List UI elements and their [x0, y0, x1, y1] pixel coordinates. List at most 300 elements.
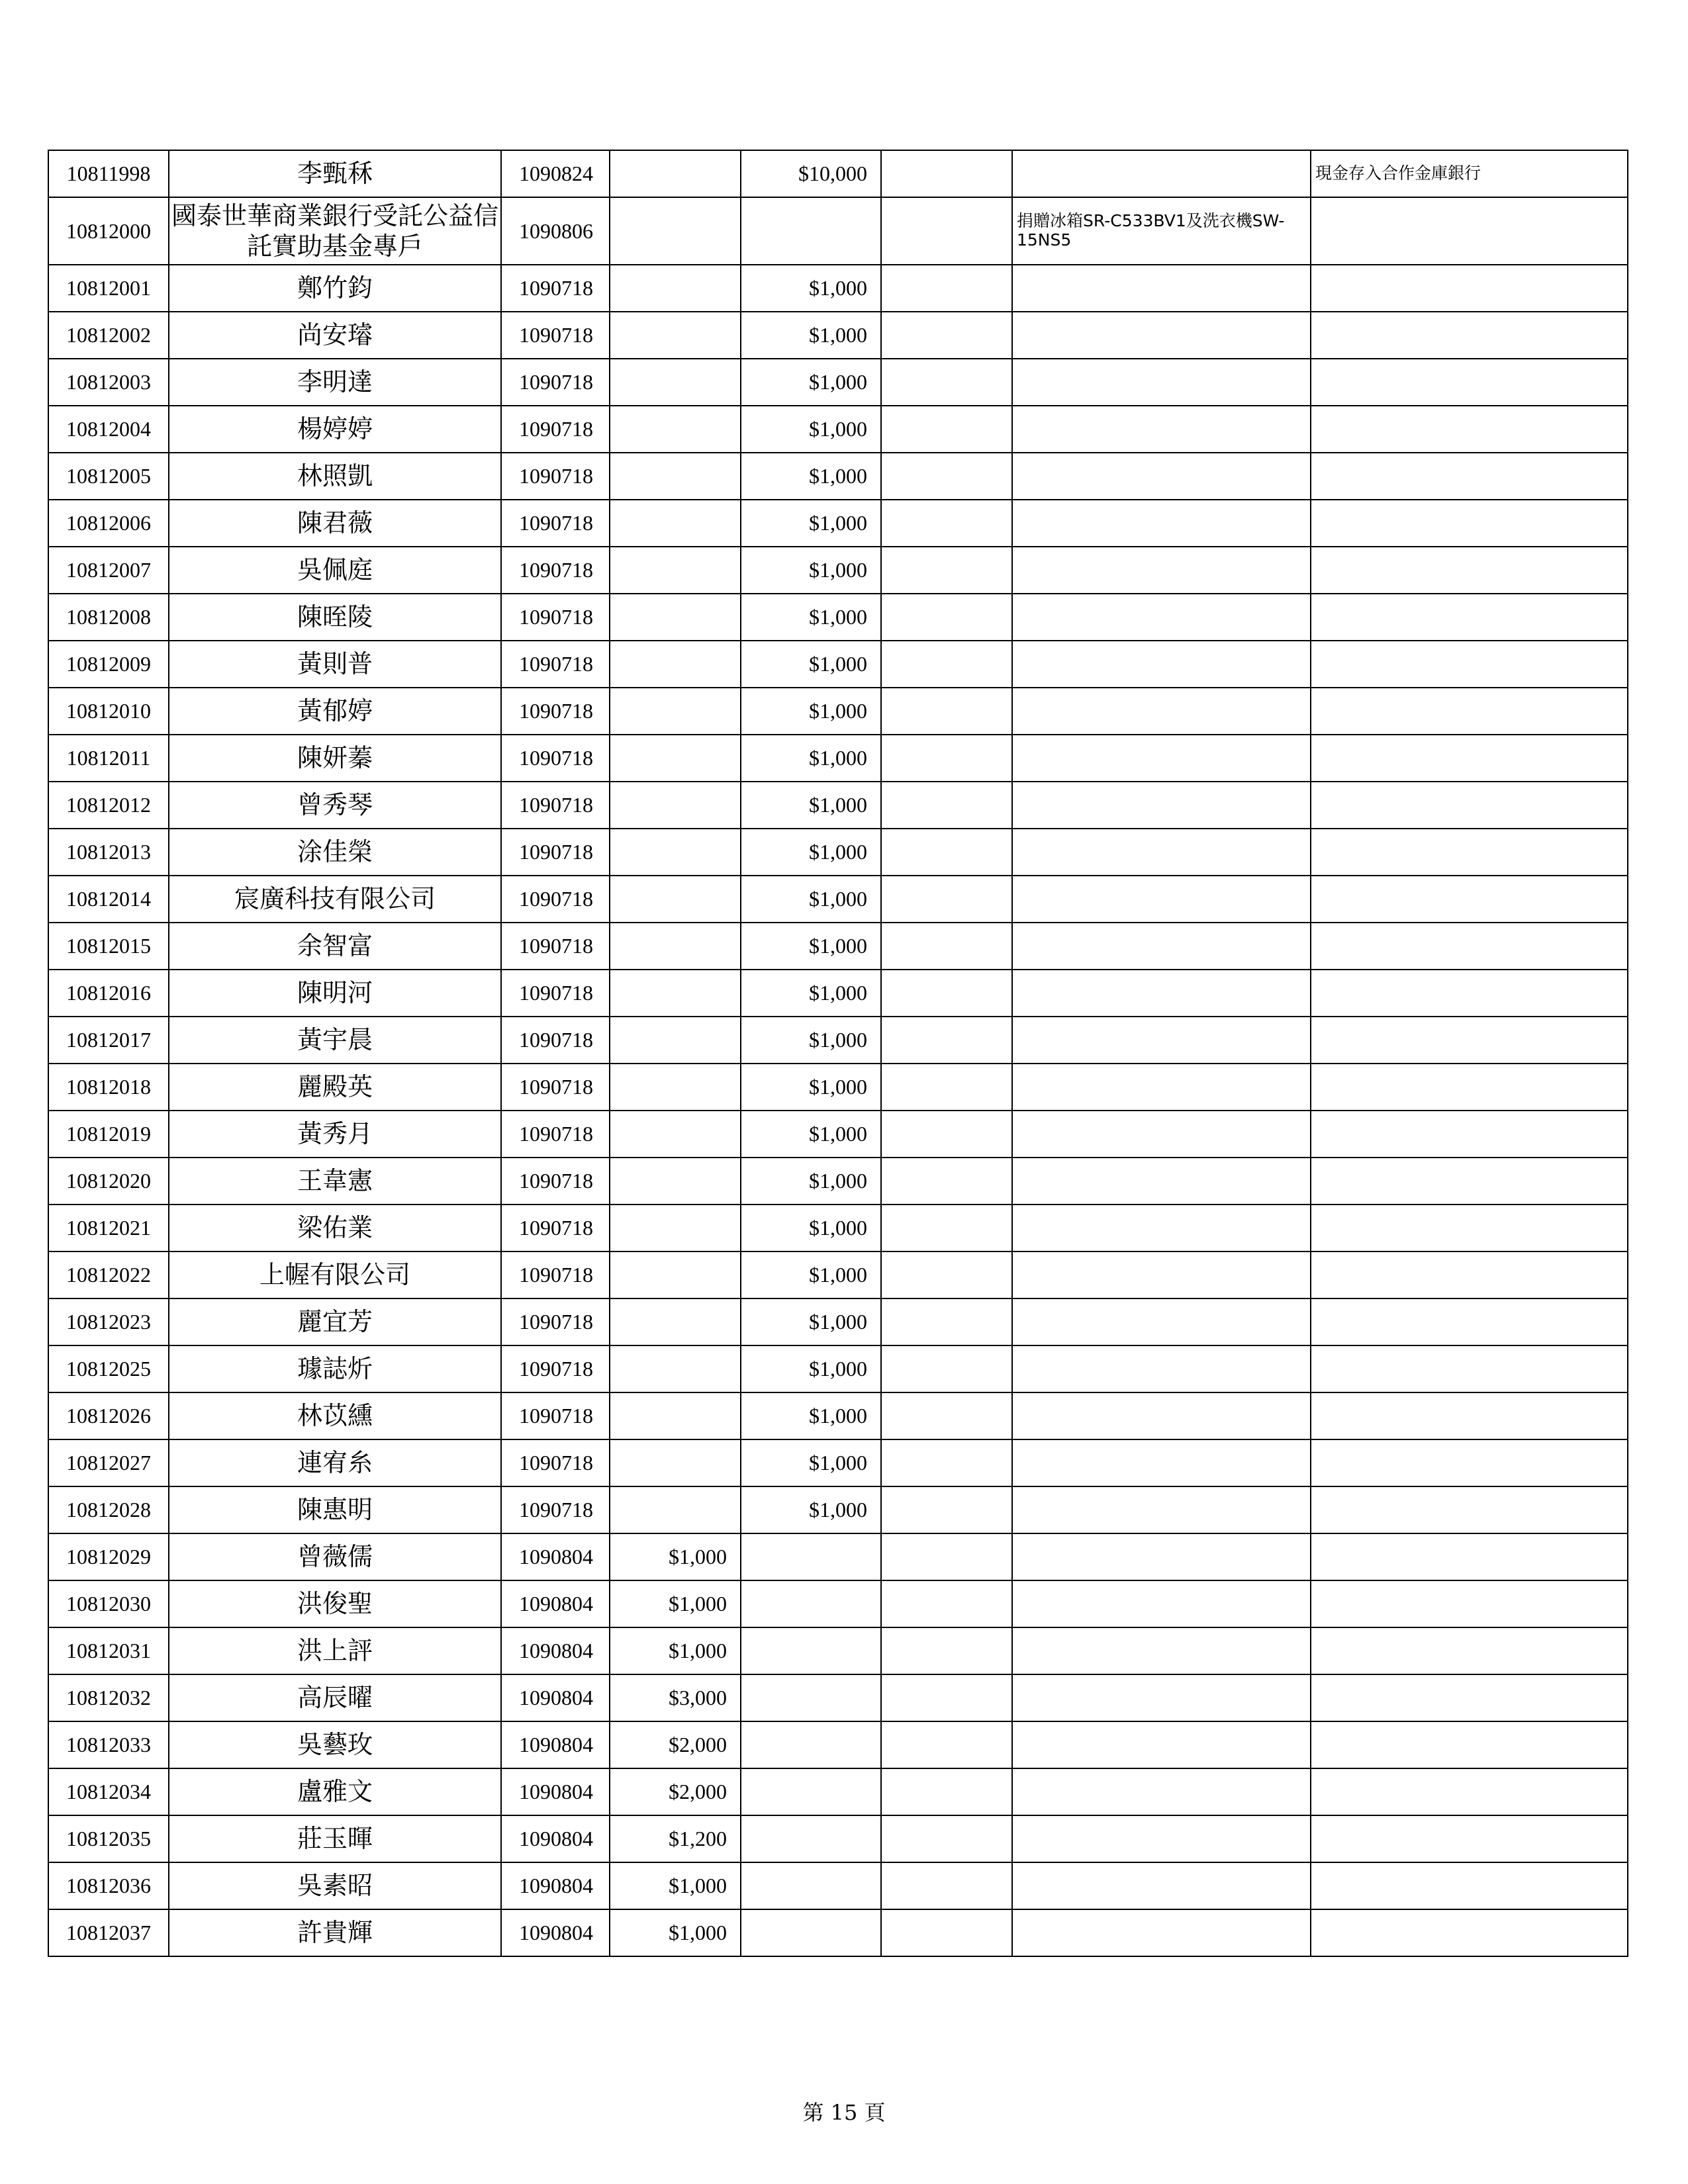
- amount-cell-1: [610, 1298, 741, 1345]
- donor-id-cell: 10812006: [48, 500, 169, 547]
- donation-table: [48, 150, 1628, 1957]
- amount-cell-1: [610, 876, 741, 923]
- donor-name-cell: 余智富: [169, 923, 501, 970]
- donor-name-cell: 宸廣科技有限公司: [169, 876, 501, 923]
- blank-cell: [881, 359, 1012, 406]
- amount-cell-1: $3,000: [610, 1674, 741, 1721]
- memo-cell: [1311, 829, 1628, 876]
- donor-name-cell: 黃秀月: [169, 1111, 501, 1158]
- amount-cell-2: $1,000: [741, 1298, 881, 1345]
- date-cell: 1090718: [501, 1251, 610, 1298]
- table-row: [48, 1205, 1628, 1251]
- amount-cell-2: $1,000: [741, 1205, 881, 1251]
- amount-cell-1: [610, 500, 741, 547]
- in-kind-note-cell: 捐贈冰箱SR-C533BV1及洗衣機SW-15NS5: [1012, 197, 1311, 265]
- table-row: [48, 1251, 1628, 1298]
- amount-cell-1: [610, 197, 741, 265]
- donor-id-cell: 10812027: [48, 1439, 169, 1486]
- donor-id-cell: 10812005: [48, 453, 169, 500]
- donor-name-cell: 李甄秝: [169, 150, 501, 197]
- date-cell: 1090804: [501, 1815, 610, 1862]
- amount-cell-1: [610, 1017, 741, 1064]
- date-cell: 1090718: [501, 829, 610, 876]
- in-kind-note-cell: [1012, 1627, 1311, 1674]
- memo-cell: [1311, 1862, 1628, 1909]
- amount-cell-2: $1,000: [741, 359, 881, 406]
- amount-cell-1: [610, 641, 741, 688]
- table-row: [48, 1017, 1628, 1064]
- donor-id-cell: 10812016: [48, 970, 169, 1017]
- in-kind-note-cell: [1012, 1721, 1311, 1768]
- donor-id-cell: 10812009: [48, 641, 169, 688]
- table-row: [48, 1392, 1628, 1439]
- page-number: 第 15 頁: [802, 2100, 886, 2125]
- table-row: [48, 1533, 1628, 1580]
- table-row: [48, 1674, 1628, 1721]
- amount-cell-1: [610, 1064, 741, 1111]
- amount-cell-2: [741, 1533, 881, 1580]
- amount-cell-2: $1,000: [741, 406, 881, 453]
- blank-cell: [881, 641, 1012, 688]
- memo-cell: [1311, 197, 1628, 265]
- amount-cell-2: $1,000: [741, 1064, 881, 1111]
- table-row: [48, 923, 1628, 970]
- in-kind-note-cell: [1012, 594, 1311, 641]
- donor-name-cell: 盧雅文: [169, 1768, 501, 1815]
- donor-name-cell: 莊玉暉: [169, 1815, 501, 1862]
- amount-cell-2: [741, 1721, 881, 1768]
- donor-name-cell: 國泰世華商業銀行受託公益信託實助基金專戶: [169, 197, 501, 265]
- date-cell: 1090718: [501, 547, 610, 594]
- donor-name-cell: 李明達: [169, 359, 501, 406]
- donor-id-cell: 10812023: [48, 1298, 169, 1345]
- amount-cell-1: [610, 782, 741, 829]
- amount-cell-2: $1,000: [741, 688, 881, 735]
- memo-cell: [1311, 406, 1628, 453]
- memo-cell: [1311, 782, 1628, 829]
- amount-cell-1: [610, 970, 741, 1017]
- amount-cell-2: $1,000: [741, 1251, 881, 1298]
- blank-cell: [881, 500, 1012, 547]
- date-cell: 1090804: [501, 1721, 610, 1768]
- table-body: [48, 150, 1628, 1956]
- donor-name-cell: 陳君薇: [169, 500, 501, 547]
- memo-cell: [1311, 735, 1628, 782]
- donor-name-cell: 黃宇晨: [169, 1017, 501, 1064]
- donor-id-cell: 10812034: [48, 1768, 169, 1815]
- amount-cell-1: [610, 594, 741, 641]
- amount-cell-2: $1,000: [741, 1345, 881, 1392]
- in-kind-note-cell: [1012, 1815, 1311, 1862]
- memo-cell: [1311, 1815, 1628, 1862]
- memo-cell: [1311, 1111, 1628, 1158]
- donor-name-cell: 璩誌炘: [169, 1345, 501, 1392]
- in-kind-note-cell: [1012, 1674, 1311, 1721]
- donor-id-cell: 10812022: [48, 1251, 169, 1298]
- amount-cell-1: [610, 1251, 741, 1298]
- blank-cell: [881, 782, 1012, 829]
- donor-id-cell: 10812030: [48, 1580, 169, 1627]
- in-kind-note-cell: [1012, 1064, 1311, 1111]
- in-kind-note-cell: [1012, 1158, 1311, 1205]
- donor-name-cell: 吳佩庭: [169, 547, 501, 594]
- donor-name-cell: 許貴輝: [169, 1909, 501, 1956]
- donor-name-cell: 高辰曜: [169, 1674, 501, 1721]
- blank-cell: [881, 594, 1012, 641]
- memo-cell: [1311, 641, 1628, 688]
- blank-cell: [881, 1017, 1012, 1064]
- in-kind-note-cell: [1012, 1111, 1311, 1158]
- table-row: [48, 1486, 1628, 1533]
- amount-cell-2: $1,000: [741, 735, 881, 782]
- table-row: [48, 970, 1628, 1017]
- memo-cell: [1311, 1768, 1628, 1815]
- amount-cell-1: [610, 359, 741, 406]
- amount-cell-1: $1,000: [610, 1580, 741, 1627]
- memo-cell: [1311, 923, 1628, 970]
- blank-cell: [881, 1580, 1012, 1627]
- table-row: [48, 1345, 1628, 1392]
- amount-cell-2: $1,000: [741, 1439, 881, 1486]
- amount-cell-1: [610, 1158, 741, 1205]
- donor-name-cell: 涂佳榮: [169, 829, 501, 876]
- in-kind-note-cell: [1012, 923, 1311, 970]
- table-row: [48, 1439, 1628, 1486]
- donor-id-cell: 10812037: [48, 1909, 169, 1956]
- amount-cell-1: [610, 1486, 741, 1533]
- memo-cell: [1311, 1580, 1628, 1627]
- table-row: [48, 1580, 1628, 1627]
- amount-cell-1: [610, 150, 741, 197]
- amount-cell-1: [610, 265, 741, 312]
- blank-cell: [881, 150, 1012, 197]
- amount-cell-1: [610, 1439, 741, 1486]
- amount-cell-2: [741, 1768, 881, 1815]
- memo-cell: [1311, 1345, 1628, 1392]
- memo-cell: [1311, 1158, 1628, 1205]
- memo-cell: [1311, 1251, 1628, 1298]
- donor-id-cell: 10812019: [48, 1111, 169, 1158]
- in-kind-note-cell: [1012, 453, 1311, 500]
- blank-cell: [881, 1111, 1012, 1158]
- table-row: [48, 641, 1628, 688]
- blank-cell: [881, 1909, 1012, 1956]
- blank-cell: [881, 1064, 1012, 1111]
- memo-cell: [1311, 1205, 1628, 1251]
- in-kind-note-cell: [1012, 265, 1311, 312]
- blank-cell: [881, 1815, 1012, 1862]
- date-cell: 1090804: [501, 1674, 610, 1721]
- blank-cell: [881, 970, 1012, 1017]
- donor-id-cell: 10812021: [48, 1205, 169, 1251]
- table-row: [48, 782, 1628, 829]
- amount-cell-1: [610, 547, 741, 594]
- table-row: [48, 197, 1628, 265]
- table-row: [48, 500, 1628, 547]
- date-cell: 1090806: [501, 197, 610, 265]
- donor-name-cell: 楊婷婷: [169, 406, 501, 453]
- amount-cell-2: [741, 1815, 881, 1862]
- amount-cell-2: $1,000: [741, 1392, 881, 1439]
- blank-cell: [881, 688, 1012, 735]
- amount-cell-2: [741, 1909, 881, 1956]
- in-kind-note-cell: [1012, 1533, 1311, 1580]
- amount-cell-1: $1,200: [610, 1815, 741, 1862]
- donor-id-cell: 10812000: [48, 197, 169, 265]
- blank-cell: [881, 1392, 1012, 1439]
- date-cell: 1090718: [501, 1345, 610, 1392]
- table-row: [48, 1815, 1628, 1862]
- donor-name-cell: 鄭竹鈞: [169, 265, 501, 312]
- memo-cell: [1311, 876, 1628, 923]
- amount-cell-1: [610, 735, 741, 782]
- amount-cell-1: [610, 1205, 741, 1251]
- blank-cell: [881, 1862, 1012, 1909]
- table-row: [48, 1768, 1628, 1815]
- donor-name-cell: 林苡纁: [169, 1392, 501, 1439]
- table-row: [48, 829, 1628, 876]
- amount-cell-2: $1,000: [741, 1158, 881, 1205]
- amount-cell-2: $1,000: [741, 970, 881, 1017]
- date-cell: 1090718: [501, 312, 610, 359]
- memo-cell: [1311, 1533, 1628, 1580]
- donor-name-cell: 陳晊陵: [169, 594, 501, 641]
- blank-cell: [881, 547, 1012, 594]
- date-cell: 1090718: [501, 1064, 610, 1111]
- donor-id-cell: 10812031: [48, 1627, 169, 1674]
- donor-name-cell: 黃郁婷: [169, 688, 501, 735]
- memo-cell: [1311, 594, 1628, 641]
- memo-cell: [1311, 1721, 1628, 1768]
- donor-id-cell: 10812004: [48, 406, 169, 453]
- in-kind-note-cell: [1012, 406, 1311, 453]
- date-cell: 1090718: [501, 1439, 610, 1486]
- amount-cell-2: $1,000: [741, 1017, 881, 1064]
- amount-cell-1: [610, 406, 741, 453]
- donor-id-cell: 10812007: [48, 547, 169, 594]
- donor-name-cell: 林照凱: [169, 453, 501, 500]
- in-kind-note-cell: [1012, 688, 1311, 735]
- donor-name-cell: 陳惠明: [169, 1486, 501, 1533]
- memo-cell: [1311, 1298, 1628, 1345]
- donor-id-cell: 10812012: [48, 782, 169, 829]
- donor-id-cell: 10812026: [48, 1392, 169, 1439]
- donor-id-cell: 10812017: [48, 1017, 169, 1064]
- donor-name-cell: 吳藝玫: [169, 1721, 501, 1768]
- donor-name-cell: 尚安璿: [169, 312, 501, 359]
- in-kind-note-cell: [1012, 359, 1311, 406]
- donor-id-cell: 10812029: [48, 1533, 169, 1580]
- table-row: [48, 735, 1628, 782]
- blank-cell: [881, 1158, 1012, 1205]
- donor-id-cell: 10812003: [48, 359, 169, 406]
- blank-cell: [881, 1627, 1012, 1674]
- table-row: [48, 359, 1628, 406]
- date-cell: 1090718: [501, 1205, 610, 1251]
- date-cell: 1090718: [501, 923, 610, 970]
- amount-cell-2: $1,000: [741, 594, 881, 641]
- table-row: [48, 688, 1628, 735]
- blank-cell: [881, 1721, 1012, 1768]
- date-cell: 1090718: [501, 735, 610, 782]
- in-kind-note-cell: [1012, 1298, 1311, 1345]
- table-row: [48, 876, 1628, 923]
- blank-cell: [881, 735, 1012, 782]
- donor-id-cell: 10812036: [48, 1862, 169, 1909]
- blank-cell: [881, 1251, 1012, 1298]
- donor-id-cell: 10812001: [48, 265, 169, 312]
- table-row: [48, 453, 1628, 500]
- amount-cell-2: [741, 197, 881, 265]
- blank-cell: [881, 1533, 1012, 1580]
- amount-cell-2: $1,000: [741, 641, 881, 688]
- memo-cell: 現金存入合作金庫銀行: [1311, 150, 1628, 197]
- amount-cell-2: [741, 1862, 881, 1909]
- memo-cell: [1311, 359, 1628, 406]
- table-row: [48, 1627, 1628, 1674]
- donor-id-cell: 10812020: [48, 1158, 169, 1205]
- donor-name-cell: 吳素昭: [169, 1862, 501, 1909]
- amount-cell-2: $1,000: [741, 923, 881, 970]
- amount-cell-2: $1,000: [741, 1486, 881, 1533]
- amount-cell-1: $2,000: [610, 1721, 741, 1768]
- table-row: [48, 312, 1628, 359]
- date-cell: 1090804: [501, 1909, 610, 1956]
- table-row: [48, 1298, 1628, 1345]
- amount-cell-1: $2,000: [610, 1768, 741, 1815]
- date-cell: 1090718: [501, 453, 610, 500]
- date-cell: 1090718: [501, 1392, 610, 1439]
- amount-cell-2: $1,000: [741, 312, 881, 359]
- table-row: [48, 1862, 1628, 1909]
- in-kind-note-cell: [1012, 1017, 1311, 1064]
- blank-cell: [881, 1674, 1012, 1721]
- date-cell: 1090718: [501, 359, 610, 406]
- donor-id-cell: 10812010: [48, 688, 169, 735]
- table-row: [48, 1064, 1628, 1111]
- donor-id-cell: 10812015: [48, 923, 169, 970]
- amount-cell-2: $1,000: [741, 547, 881, 594]
- in-kind-note-cell: [1012, 782, 1311, 829]
- table-row: [48, 150, 1628, 197]
- date-cell: 1090718: [501, 688, 610, 735]
- table-row: [48, 1158, 1628, 1205]
- donor-id-cell: 10812018: [48, 1064, 169, 1111]
- memo-cell: [1311, 688, 1628, 735]
- in-kind-note-cell: [1012, 1345, 1311, 1392]
- blank-cell: [881, 312, 1012, 359]
- blank-cell: [881, 197, 1012, 265]
- memo-cell: [1311, 547, 1628, 594]
- memo-cell: [1311, 265, 1628, 312]
- blank-cell: [881, 1439, 1012, 1486]
- amount-cell-2: $1,000: [741, 782, 881, 829]
- memo-cell: [1311, 1486, 1628, 1533]
- amount-cell-1: [610, 1345, 741, 1392]
- amount-cell-2: $1,000: [741, 876, 881, 923]
- donor-id-cell: 10812013: [48, 829, 169, 876]
- date-cell: 1090718: [501, 876, 610, 923]
- amount-cell-1: [610, 453, 741, 500]
- date-cell: 1090804: [501, 1533, 610, 1580]
- amount-cell-1: $1,000: [610, 1909, 741, 1956]
- amount-cell-1: [610, 1111, 741, 1158]
- donor-id-cell: 10812014: [48, 876, 169, 923]
- memo-cell: [1311, 1674, 1628, 1721]
- amount-cell-1: $1,000: [610, 1533, 741, 1580]
- in-kind-note-cell: [1012, 1909, 1311, 1956]
- date-cell: 1090718: [501, 970, 610, 1017]
- table-row: [48, 406, 1628, 453]
- memo-cell: [1311, 1392, 1628, 1439]
- blank-cell: [881, 829, 1012, 876]
- date-cell: 1090804: [501, 1580, 610, 1627]
- in-kind-note-cell: [1012, 1439, 1311, 1486]
- date-cell: 1090718: [501, 1017, 610, 1064]
- table-row: [48, 1111, 1628, 1158]
- blank-cell: [881, 923, 1012, 970]
- donor-id-cell: 10812028: [48, 1486, 169, 1533]
- donor-name-cell: 陳明河: [169, 970, 501, 1017]
- blank-cell: [881, 265, 1012, 312]
- amount-cell-2: $1,000: [741, 500, 881, 547]
- in-kind-note-cell: [1012, 641, 1311, 688]
- date-cell: 1090718: [501, 1298, 610, 1345]
- memo-cell: [1311, 500, 1628, 547]
- memo-cell: [1311, 1017, 1628, 1064]
- amount-cell-2: $1,000: [741, 829, 881, 876]
- blank-cell: [881, 1345, 1012, 1392]
- date-cell: 1090804: [501, 1862, 610, 1909]
- date-cell: 1090718: [501, 1111, 610, 1158]
- amount-cell-2: [741, 1627, 881, 1674]
- table-row: [48, 1721, 1628, 1768]
- date-cell: 1090718: [501, 406, 610, 453]
- amount-cell-1: [610, 829, 741, 876]
- date-cell: 1090824: [501, 150, 610, 197]
- amount-cell-2: [741, 1580, 881, 1627]
- amount-cell-2: $10,000: [741, 150, 881, 197]
- blank-cell: [881, 1298, 1012, 1345]
- table-row: [48, 547, 1628, 594]
- in-kind-note-cell: [1012, 1580, 1311, 1627]
- donor-name-cell: 曾秀琴: [169, 782, 501, 829]
- memo-cell: [1311, 1064, 1628, 1111]
- amount-cell-1: [610, 1392, 741, 1439]
- donor-name-cell: 上幄有限公司: [169, 1251, 501, 1298]
- donor-name-cell: 麗殿英: [169, 1064, 501, 1111]
- blank-cell: [881, 1486, 1012, 1533]
- in-kind-note-cell: [1012, 1862, 1311, 1909]
- in-kind-note-cell: [1012, 150, 1311, 197]
- donor-id-cell: 10812002: [48, 312, 169, 359]
- donor-id-cell: 10812033: [48, 1721, 169, 1768]
- in-kind-note-cell: [1012, 1392, 1311, 1439]
- in-kind-note-cell: [1012, 735, 1311, 782]
- in-kind-note-cell: [1012, 1768, 1311, 1815]
- donor-name-cell: 連宥糸: [169, 1439, 501, 1486]
- blank-cell: [881, 1205, 1012, 1251]
- donor-name-cell: 洪俊聖: [169, 1580, 501, 1627]
- donor-id-cell: 10811998: [48, 150, 169, 197]
- date-cell: 1090804: [501, 1627, 610, 1674]
- donor-name-cell: 梁佑業: [169, 1205, 501, 1251]
- in-kind-note-cell: [1012, 500, 1311, 547]
- donor-name-cell: 曾薇儒: [169, 1533, 501, 1580]
- blank-cell: [881, 453, 1012, 500]
- in-kind-note-cell: [1012, 829, 1311, 876]
- in-kind-note-cell: [1012, 876, 1311, 923]
